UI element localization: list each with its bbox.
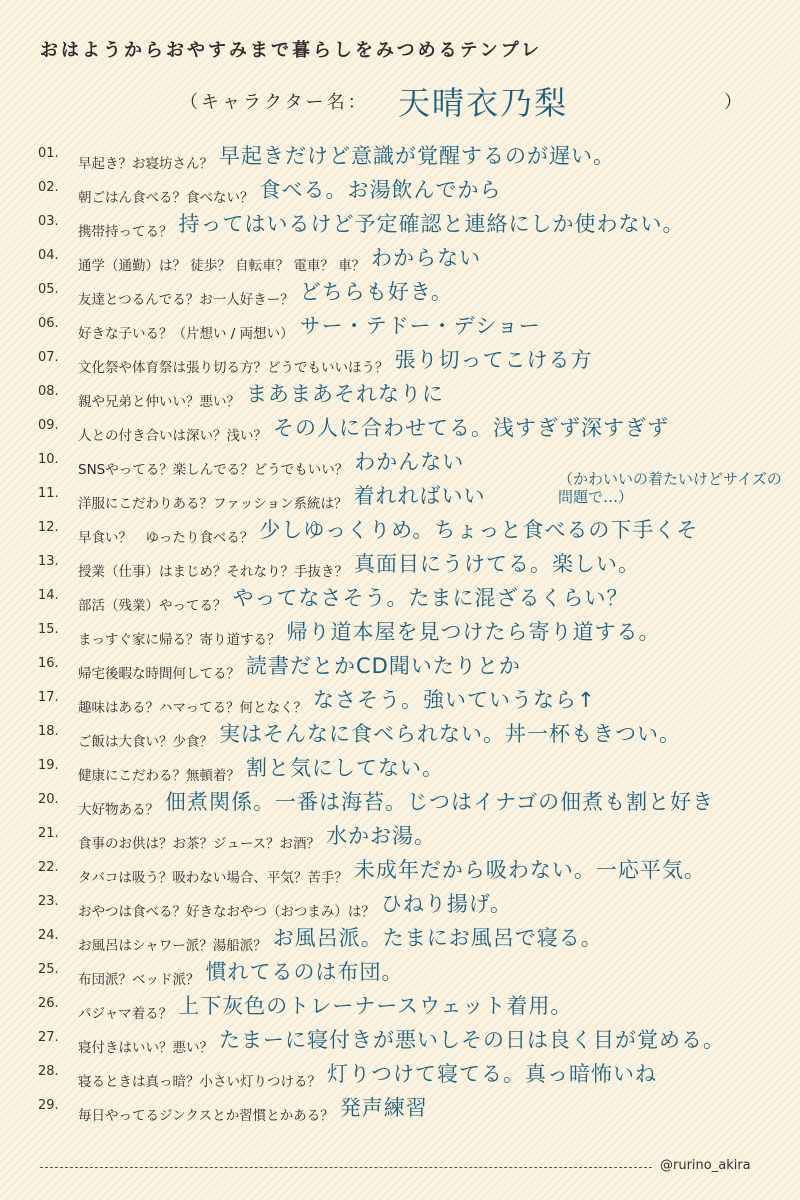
question-text: 部活（残業）やってる？ <box>78 598 227 614</box>
question-text: 早食い？ ゆったり食べる？ <box>78 530 254 546</box>
qa-row <box>0 1086 800 1124</box>
question-number: 24. <box>38 928 59 943</box>
question-number: 29. <box>38 1098 59 1113</box>
answer-text: 未成年だから吸わない。一応平気。 <box>353 858 706 882</box>
answer-text: どちらも好き。 <box>299 280 453 304</box>
question-number: 27. <box>38 1030 59 1045</box>
question-number: 19. <box>38 758 59 773</box>
question-text: 大好物ある？ <box>78 802 159 818</box>
qa-row <box>0 678 800 716</box>
question-number: 02. <box>38 180 59 195</box>
question-text: 好きな子いる？（片想い / 両想い） <box>78 326 294 342</box>
question-text: 通学（通勤）は？ 徒歩？ 自転車？ 電車？ 車？ <box>78 258 366 274</box>
qa-row <box>0 780 800 818</box>
question-text: おやつは食べる？好きなおやつ（おつまみ）は？ <box>78 904 375 920</box>
question-number: 10. <box>38 452 59 467</box>
question-number: 06. <box>38 316 59 331</box>
question-row-text <box>78 1097 428 1127</box>
answer-text: 佃煮関係。一番は海苔。じつはイナゴの佃煮も割と好き <box>165 790 715 814</box>
qa-row <box>0 304 800 342</box>
answer-text: やってなさそう。たまに混ざるくらい？ <box>232 586 629 610</box>
qa-row <box>0 712 800 750</box>
answer-side-note: （かわいいの着たいけどサイズの問題で…） <box>558 470 782 506</box>
question-text: ご飯は大食い？少食？ <box>78 734 213 750</box>
question-number: 20. <box>38 792 59 807</box>
question-text: 寝付きはいい？悪い？ <box>78 1040 213 1056</box>
answer-text: 読書だとかCD聞いたりとか <box>246 654 521 678</box>
answer-text: 上下灰色のトレーナースウェット着用。 <box>178 994 573 1018</box>
dashed-divider <box>40 1167 652 1168</box>
question-text: 布団派？ベッド派？ <box>78 972 200 988</box>
character-name-line <box>0 78 800 122</box>
question-text: 趣味はある？ハマってる？何となく？ <box>78 700 307 716</box>
question-number: 08. <box>38 384 59 399</box>
answer-text: 持ってはいるけど予定確認と連絡にしか使わない。 <box>178 212 685 236</box>
answer-text: ひねり揚げ。 <box>380 892 513 916</box>
question-number: 03. <box>38 214 59 229</box>
question-text: 授業（仕事）はまじめ？それなり？手抜き？ <box>78 564 348 580</box>
qa-row <box>0 202 800 240</box>
footer <box>40 1158 765 1178</box>
answer-text: 真面目にうけてる。楽しい。 <box>354 552 640 576</box>
qa-row <box>0 1018 800 1056</box>
qa-row <box>0 916 800 954</box>
character-name: 天晴衣乃梨 <box>398 84 569 122</box>
answer-text: まあまあそれなりに <box>246 382 444 406</box>
question-number: 04. <box>38 248 59 263</box>
answer-text: 着れればいい <box>353 484 486 508</box>
question-number: 23. <box>38 894 59 909</box>
question-text: 早起き？お寝坊さん？ <box>78 156 213 172</box>
qa-row <box>0 338 800 376</box>
question-text: パジャマ着る？ <box>78 1006 173 1022</box>
question-text: 健康にこだわる？無頓着？ <box>78 768 240 784</box>
question-text: タバコは吸う？吸わない場合、平気？苦手？ <box>78 870 348 886</box>
question-number: 26. <box>38 996 59 1011</box>
question-number: 14. <box>38 588 59 603</box>
answer-text: 割と気にしてない。 <box>246 756 444 780</box>
answer-text: 帰り道本屋を見つけたら寄り道する。 <box>286 620 661 644</box>
qa-row <box>0 950 800 988</box>
template-title: おはようからおやすみまで暮らしをみつめるテンプレ <box>40 40 543 61</box>
question-text: 朝ごはん食べる？食べない？ <box>78 190 254 206</box>
question-number: 18. <box>38 724 59 739</box>
question-number: 05. <box>38 282 59 297</box>
answer-text: わからない <box>371 246 482 270</box>
question-number: 01. <box>38 146 59 161</box>
question-number: 22. <box>38 860 59 875</box>
qa-row <box>0 440 800 478</box>
qa-row <box>0 644 800 682</box>
answer-text: たまーに寝付きが悪いしその日は良く目が覚める。 <box>219 1028 725 1052</box>
qa-row <box>0 236 800 274</box>
question-number: 25. <box>38 962 59 977</box>
character-label-close: ） <box>724 92 742 113</box>
question-text: 友達とつるんでる？お一人好きー？ <box>78 292 294 308</box>
qa-row <box>0 372 800 410</box>
answer-text: その人に合わせてる。浅すぎず深すぎず <box>273 416 669 440</box>
answer-text: 張り切ってこける方 <box>394 348 593 372</box>
author-credit: @rurino_akira <box>660 1158 751 1173</box>
qa-row <box>0 406 800 444</box>
qa-row <box>0 508 800 546</box>
question-number: 09. <box>38 418 59 433</box>
question-number: 17. <box>38 690 59 705</box>
qa-row <box>0 134 800 172</box>
question-text: お風呂はシャワー派？湯船派？ <box>78 938 267 954</box>
question-number: 11. <box>38 486 59 501</box>
qa-row <box>0 576 800 614</box>
qa-row <box>0 882 800 920</box>
answer-text: 早起きだけど意識が覚醒するのが遅い。 <box>219 144 615 168</box>
qa-row <box>0 610 800 648</box>
character-label: （キャラクター名： <box>180 92 369 113</box>
question-text: 親や兄弟と仲いい？悪い？ <box>78 394 240 410</box>
answer-text: なさそう。強いていうなら↑ <box>312 688 596 712</box>
question-number: 16. <box>38 656 59 671</box>
question-text: 人との付き合いは深い？浅い？ <box>78 428 267 444</box>
question-text: 携帯持ってる？ <box>78 224 173 240</box>
question-number: 13. <box>38 554 59 569</box>
qa-row <box>0 270 800 308</box>
question-number: 07. <box>38 350 59 365</box>
answer-text: サー・テドー・デショー <box>299 314 541 338</box>
qa-row <box>0 814 800 852</box>
qa-row <box>0 1052 800 1090</box>
question-text: まっすぐ家に帰る？寄り道する？ <box>78 632 281 648</box>
qa-row <box>0 848 800 886</box>
qa-row <box>0 746 800 784</box>
question-text: 洋服にこだわりある？ファッション系統は？ <box>78 496 348 512</box>
question-number: 12. <box>38 520 59 535</box>
answer-text: 発声練習 <box>339 1096 428 1120</box>
answer-text: お風呂派。たまにお風呂で寝る。 <box>272 926 603 950</box>
question-number: 15. <box>38 622 59 637</box>
question-text: SNSやってる？楽しんでる？どうでもいい？ <box>78 462 349 478</box>
question-number: 28. <box>38 1064 59 1079</box>
question-number: 21. <box>38 826 59 841</box>
answer-text: わかんない <box>354 450 465 474</box>
answer-text: 灯りつけて寝てる。真っ暗怖いね <box>327 1062 657 1086</box>
question-text: 帰宅後暇な時間何してる？ <box>78 666 240 682</box>
question-text: 食事のお供は？お茶？ジュース？お酒？ <box>78 836 321 852</box>
answer-text: 食べる。お湯飲んでから <box>259 178 502 202</box>
answer-text: 少しゆっくりめ。ちょっと食べるの下手くそ <box>259 518 699 542</box>
qa-row <box>0 542 800 580</box>
qa-row <box>0 984 800 1022</box>
question-text: 文化祭や体育祭は張り切る方？どうでもいいほう？ <box>78 360 389 376</box>
answer-text: 水かお湯。 <box>326 824 437 848</box>
question-text: 毎日やってるジンクスとか習慣とかある？ <box>78 1108 334 1124</box>
answer-text: 実はそんなに食べられない。丼一杯もきつい。 <box>219 722 681 746</box>
answer-text: 慣れてるのは布団。 <box>205 960 404 984</box>
qa-row <box>0 168 800 206</box>
question-text: 寝るときは真っ暗？小さい灯りつける？ <box>78 1074 321 1090</box>
